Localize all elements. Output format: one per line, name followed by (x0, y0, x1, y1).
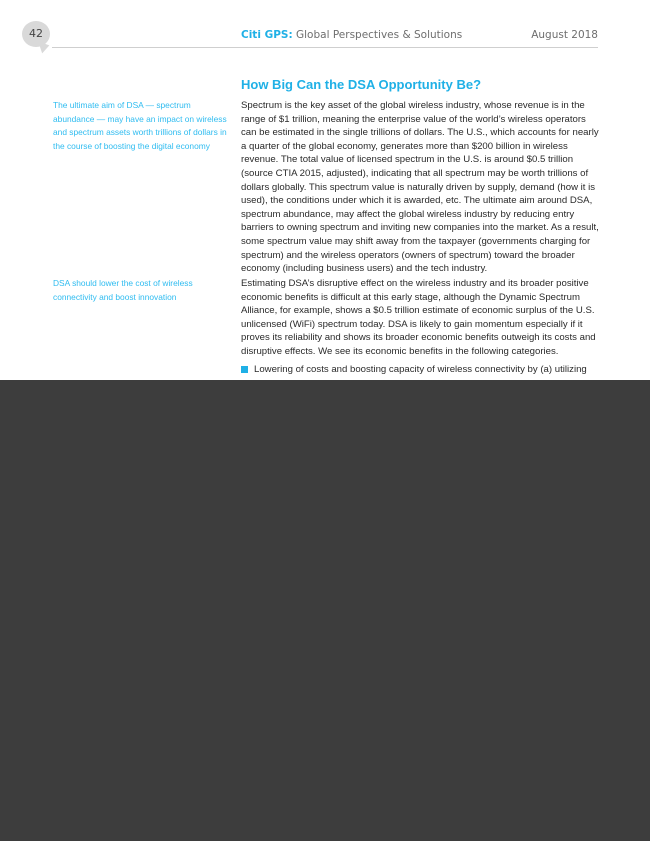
header-divider (52, 47, 598, 48)
running-header (241, 29, 462, 41)
body-paragraph: Spectrum is the key asset of the global wireless industry, whose revenue is in the range of $1 trillion, meaning the enterprise value of the world’s wireless operators can be estimated in the single trillions of dollars. The U.S., which accounts for nearly a quarter of the global economy, generates more than $200 billion in wireless revenue. The total value of licensed spectrum in the U.S. is around $0.5 trillion (source CTIA 2015, adjusted), indicating that all spectrum may be worth trillions of dollars globally. This spectrum value is naturally driven by supply, demand (how it is used), the conditions under which it is awarded, etc. The ultimate aim around DSA, spectrum abundance, may affect the global wireless industry by reducing entry barriers to owning spectrum and inviting new companies into the market. As a result, some spectrum value may shift away from the taxpayer (governments charging for spectrum) and the wireless operators (owners of spectrum) toward the broader economy (including business users) and the tech industry. (241, 100, 599, 275)
section-heading: How Big Can the DSA Opportunity Be? (241, 77, 482, 92)
header-date: August 2018 (531, 29, 598, 41)
page-number: 42 (29, 27, 43, 40)
body-paragraph: Estimating DSA’s disruptive effect on the wireless industry and its broader positive economic benefits is difficult at this early stage, although the Dynamic Spectrum Alliance, for example, shows a $0.5 trillion estimate of economic surplus of the U.S. unlicensed (WiFi) spectrum today. DSA is likely to gain momentum especially if it proves its reliability and shows its broader economic benefits outweigh its costs and disruptive effects. We see its economic benefits in the following categories. (241, 278, 596, 357)
dark-overlay (0, 380, 650, 841)
page-badge-tail (35, 41, 50, 55)
bullet-text: Lowering of costs and boosting capacity of wireless connectivity by (a) utilizing (254, 364, 587, 375)
page-number-badge (22, 21, 50, 47)
bullet-square-icon (241, 366, 248, 373)
header-publication: Global Perspectives & Solutions (296, 29, 463, 41)
sidebar-note-lower-cost: DSA should lower the cost of wireless connectivity and boost innovation (53, 278, 193, 302)
sidebar-note-spectrum-abundance: The ultimate aim of DSA — spectrum abundance — may have an impact on wireless and spectrum assets worth trillions of dollars in the course of boosting the digital economy (53, 100, 227, 151)
header-brand: Citi GPS: (241, 29, 293, 41)
